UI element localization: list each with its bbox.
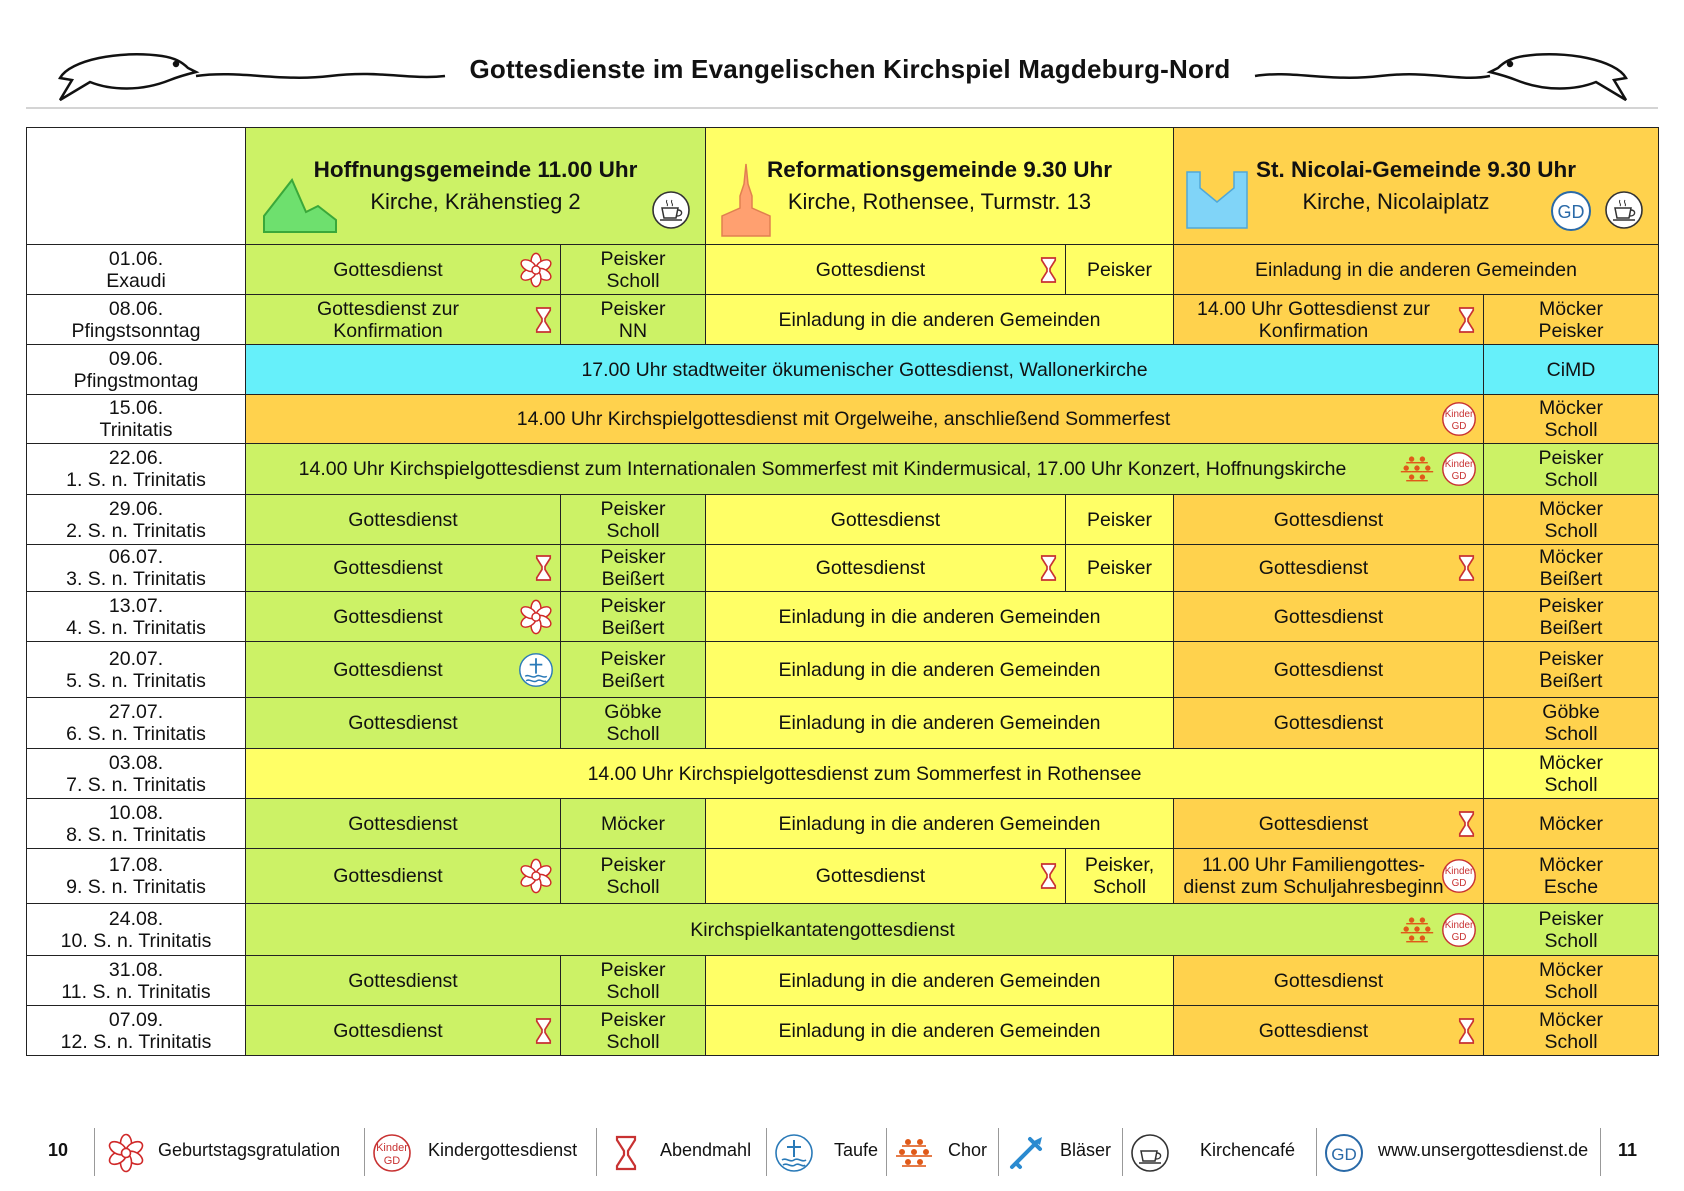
date-date: 10.08. xyxy=(108,801,164,824)
hoffnung-pastor-cell xyxy=(561,495,706,545)
svg-text:GD: GD xyxy=(1451,877,1467,889)
page-header xyxy=(0,0,1684,120)
legend-website[interactable]: www.unsergottesdienst.de xyxy=(1378,1140,1589,1160)
cell-line: Konfirmation xyxy=(1258,319,1369,342)
nicolai-service-cell xyxy=(1174,1006,1484,1056)
cell-text: Gottesdienst xyxy=(348,812,458,835)
cell-line: Peisker xyxy=(600,546,666,568)
cell-text: Einladung in die anderen Gemeinden xyxy=(778,812,1101,835)
cell-line: Gottesdienst zur xyxy=(317,297,459,320)
cell-line: Peisker xyxy=(600,297,666,320)
choir-icon xyxy=(1399,912,1435,948)
cell-line: Peisker xyxy=(1086,508,1153,531)
chalice-icon xyxy=(1456,1016,1477,1046)
page-number-right: 11 xyxy=(1618,1140,1638,1160)
reformation-service-cell xyxy=(706,799,1174,849)
cell-line: Peisker xyxy=(1538,907,1604,930)
cell-line: Peisker xyxy=(600,647,666,670)
date-cell xyxy=(27,956,246,1006)
date-cell xyxy=(27,545,246,592)
cell-line: Scholl xyxy=(1544,773,1598,796)
cell-line: Scholl xyxy=(1544,980,1598,1003)
nicolai-service-cell xyxy=(1174,956,1484,1006)
church-name: St. Nicolai-Gemeinde 9.30 Uhr xyxy=(1255,157,1577,182)
reformation-service-cell xyxy=(706,849,1066,904)
legend-birthday: Geburtstagsgratulation xyxy=(158,1140,341,1160)
nicolai-pastor-cell xyxy=(1484,1006,1659,1056)
hoffnung-pastor-cell xyxy=(561,849,706,904)
reformation-church-icon xyxy=(718,162,774,238)
cell-line: dienst zum Schuljahresbeginn xyxy=(1183,876,1444,898)
cell-line: CiMD xyxy=(1546,358,1596,381)
legend-communion: Abendmahl xyxy=(660,1140,752,1160)
cell-text: Einladung in die anderen Gemeinden xyxy=(778,969,1101,992)
chalice-icon xyxy=(1038,861,1059,891)
chalice-icon xyxy=(1456,809,1477,839)
kids-service-icon xyxy=(1441,451,1477,487)
date-day: 10. S. n. Trinitatis xyxy=(60,929,212,952)
svg-text:GD: GD xyxy=(1451,931,1467,943)
svg-text:Kinder: Kinder xyxy=(376,1142,408,1154)
cell-text: Gottesdienst xyxy=(348,712,458,734)
cell-line: Möcker xyxy=(1539,812,1603,835)
cell-line: Peisker xyxy=(600,247,666,270)
hoffnung-pastor-cell xyxy=(561,1006,706,1056)
cell-text: Gottesdienst xyxy=(1273,508,1384,531)
cell-text: Einladung in die anderen Gemeinden xyxy=(778,605,1101,628)
cell-text: Einladung in die anderen Gemeinden xyxy=(778,712,1101,734)
date-cell xyxy=(27,444,246,495)
reformation-service-cell xyxy=(706,956,1174,1006)
nicolai-service-cell xyxy=(1174,799,1484,849)
joint-service-cell xyxy=(246,749,1484,799)
date-date: 17.08. xyxy=(108,854,164,876)
schedule-row xyxy=(27,495,1659,545)
coffee-cup-icon xyxy=(1604,190,1644,230)
date-day: 7. S. n. Trinitatis xyxy=(66,773,206,796)
date-cell xyxy=(27,749,246,799)
cell-text: 17.00 Uhr stadtweiter ökumenischer Gottesdienst, Wallonerkirche xyxy=(581,358,1148,381)
hoffnung-service-cell xyxy=(246,592,561,642)
cell-line: NN xyxy=(618,319,648,342)
hoffnung-service-cell xyxy=(246,956,561,1006)
schedule-row xyxy=(27,245,1659,295)
flower-icon xyxy=(518,252,554,288)
nicolai-service-cell xyxy=(1174,295,1484,345)
cell-text: Gottesdienst xyxy=(815,258,926,281)
cell-text: Einladung in die anderen Gemeinden xyxy=(1255,258,1577,281)
nicolai-service-cell xyxy=(1174,545,1484,592)
chalice-icon xyxy=(533,305,554,335)
cell-text: Gottesdienst xyxy=(815,865,926,887)
page-title: Gottesdienste im Evangelischen Kirchspiel Magdeburg-Nord xyxy=(469,54,1231,84)
reformation-pastor-cell xyxy=(1066,245,1174,295)
schedule-row xyxy=(27,395,1659,444)
church-name: Reformationsgemeinde 9.30 Uhr xyxy=(766,157,1113,182)
nicolai-service-cell xyxy=(1174,642,1484,698)
cell-line: Beißert xyxy=(1539,568,1603,590)
cell-line: Scholl xyxy=(606,876,660,898)
church-name: Hoffnungsgemeinde 11.00 Uhr xyxy=(313,157,638,182)
date-date: 07.09. xyxy=(108,1008,164,1031)
date-day: 11. S. n. Trinitatis xyxy=(61,980,211,1003)
date-date: 22.06. xyxy=(108,447,164,469)
cell-line: Peisker xyxy=(1086,258,1153,281)
cell-line: Göbke xyxy=(1542,701,1600,723)
date-day: 2. S. n. Trinitatis xyxy=(66,519,206,542)
flower-icon xyxy=(518,599,554,635)
svg-text:GD: GD xyxy=(1557,202,1585,222)
cell-line: Möcker xyxy=(1539,497,1603,520)
cell-line: Peisker, xyxy=(1084,854,1155,876)
kids-service-icon xyxy=(1441,912,1477,948)
nicolai-pastor-cell xyxy=(1484,592,1659,642)
nicolai-service-cell xyxy=(1174,698,1484,749)
cell-line: Beißert xyxy=(601,616,665,639)
hoffnung-service-cell xyxy=(246,799,561,849)
service-schedule-table xyxy=(26,127,1659,1056)
date-cell xyxy=(27,592,246,642)
cell-line: Konfirmation xyxy=(333,319,443,342)
cell-line: Peisker xyxy=(1538,594,1604,617)
joint-pastor-cell xyxy=(1484,904,1659,956)
cell-line: Möcker xyxy=(1539,751,1603,774)
hoffnung-church-icon xyxy=(260,176,340,236)
date-cell xyxy=(27,395,246,444)
schedule-row xyxy=(27,849,1659,904)
chalice-icon xyxy=(533,1016,554,1046)
date-cell xyxy=(27,295,246,345)
date-day: 1. S. n. Trinitatis xyxy=(66,469,206,491)
cell-text: Gottesdienst xyxy=(1273,712,1384,734)
church-header-reformation xyxy=(706,128,1174,245)
cell-text: Gottesdienst xyxy=(348,508,458,531)
hoffnung-pastor-cell xyxy=(561,592,706,642)
cell-text: Gottesdienst xyxy=(333,658,443,681)
nicolai-service-cell xyxy=(1174,849,1484,904)
cell-line: Scholl xyxy=(606,519,660,542)
date-date: 08.06. xyxy=(108,297,164,320)
cell-line: Möcker xyxy=(1539,397,1603,419)
corner-cell xyxy=(27,128,246,245)
reformation-service-cell xyxy=(706,1006,1174,1056)
svg-text:Kinder: Kinder xyxy=(1444,409,1474,421)
cell-text: 14.00 Uhr Kirchspielgottesdienst zum Sommerfest in Rothensee xyxy=(587,762,1142,785)
nicolai-pastor-cell xyxy=(1484,849,1659,904)
hoffnung-service-cell xyxy=(246,495,561,545)
schedule-row xyxy=(27,642,1659,698)
date-day: Pfingstmontag xyxy=(73,369,199,392)
baptism-icon xyxy=(774,1133,814,1178)
cell-text: Einladung in die anderen Gemeinden xyxy=(778,658,1101,681)
nicolai-pastor-cell xyxy=(1484,642,1659,698)
cell-text: Gottesdienst xyxy=(1258,812,1369,835)
date-day: 9. S. n. Trinitatis xyxy=(66,876,206,898)
flower-icon xyxy=(518,858,554,894)
cell-text: Einladung in die anderen Gemeinden xyxy=(778,308,1101,331)
svg-text:Kinder: Kinder xyxy=(1444,459,1474,471)
cell-line: Scholl xyxy=(606,980,660,1003)
cell-line: Beißert xyxy=(1539,669,1603,692)
date-cell xyxy=(27,698,246,749)
svg-text:Kinder: Kinder xyxy=(1444,919,1474,931)
chalice-icon xyxy=(1038,255,1059,285)
joint-pastor-cell xyxy=(1484,749,1659,799)
baptism-icon xyxy=(518,652,554,688)
church-header-hoffnung xyxy=(246,128,706,245)
reformation-service-cell xyxy=(706,545,1066,592)
cell-text: Gottesdienst xyxy=(333,865,443,887)
schedule-row xyxy=(27,545,1659,592)
date-date: 03.08. xyxy=(108,751,164,774)
trumpet-icon xyxy=(1006,1133,1046,1178)
cell-line: Peisker xyxy=(600,958,666,981)
hoffnung-service-cell xyxy=(246,245,561,295)
kids-service-icon xyxy=(372,1133,412,1178)
nicolai-pastor-cell xyxy=(1484,295,1659,345)
cell-text: Gottesdienst xyxy=(333,1019,443,1042)
cell-line: 14.00 Uhr Gottesdienst zur xyxy=(1196,297,1431,320)
date-cell xyxy=(27,345,246,395)
cell-line: Beißert xyxy=(601,568,665,590)
legend-brass: Bläser xyxy=(1060,1140,1112,1160)
hoffnung-pastor-cell xyxy=(561,295,706,345)
date-day: 3. S. n. Trinitatis xyxy=(66,568,206,590)
cell-line: Beißert xyxy=(601,669,665,692)
schedule-row xyxy=(27,592,1659,642)
date-date: 15.06. xyxy=(108,397,164,419)
cell-line: Esche xyxy=(1543,876,1599,898)
kids-service-icon xyxy=(1441,858,1477,894)
schedule-row xyxy=(27,295,1659,345)
reformation-service-cell xyxy=(706,295,1174,345)
cell-line: Göbke xyxy=(604,701,662,723)
cell-text: 14.00 Uhr Kirchspielgottesdienst zum Internationalen Sommerfest mit Kindermusical, 17.00 Uhr Konzert, Hoffnungskirche xyxy=(298,458,1347,480)
svg-text:GD: GD xyxy=(1451,420,1467,432)
cell-line: 11.00 Uhr Familiengottes- xyxy=(1202,854,1425,876)
cell-line: Scholl xyxy=(606,723,660,745)
cell-text: Gottesdienst xyxy=(1273,605,1384,628)
chalice-icon xyxy=(1456,553,1477,583)
reformation-service-cell xyxy=(706,592,1174,642)
schedule-row xyxy=(27,444,1659,495)
cell-text: Gottesdienst xyxy=(1258,1019,1369,1042)
cell-line: Scholl xyxy=(1544,469,1598,491)
legend-choir: Chor xyxy=(948,1140,988,1160)
reformation-service-cell xyxy=(706,642,1174,698)
nicolai-pastor-cell xyxy=(1484,698,1659,749)
hoffnung-pastor-cell xyxy=(561,956,706,1006)
cell-line: Peisker xyxy=(600,497,666,520)
cell-line: Möcker xyxy=(1539,546,1603,568)
hoffnung-service-cell xyxy=(246,642,561,698)
choir-icon xyxy=(894,1133,934,1178)
cell-text: 14.00 Uhr Kirchspielgottesdienst mit Orgelweihe, anschließend Sommerfest xyxy=(516,408,1171,430)
joint-service-cell xyxy=(246,345,1484,395)
nicolai-pastor-cell xyxy=(1484,956,1659,1006)
date-date: 24.08. xyxy=(108,907,164,930)
nicolai-pastor-cell xyxy=(1484,545,1659,592)
cell-line: Scholl xyxy=(1544,929,1598,952)
date-day: 4. S. n. Trinitatis xyxy=(66,616,206,639)
date-day: Trinitatis xyxy=(99,419,173,441)
legend-cafe: Kirchencafé xyxy=(1200,1140,1296,1160)
joint-pastor-cell xyxy=(1484,395,1659,444)
cell-line: Scholl xyxy=(606,1030,660,1053)
cell-line: Peisker xyxy=(1538,447,1604,469)
hoffnung-service-cell xyxy=(246,1006,561,1056)
cell-line: Möcker xyxy=(1539,297,1603,320)
cell-line: Möcker xyxy=(601,812,665,835)
date-cell xyxy=(27,495,246,545)
date-date: 31.08. xyxy=(108,958,164,981)
date-day: Exaudi xyxy=(106,269,166,292)
cell-line: Scholl xyxy=(1544,723,1598,745)
hoffnung-service-cell xyxy=(246,849,561,904)
cell-line: Peisker xyxy=(600,594,666,617)
date-date: 27.07. xyxy=(108,701,164,723)
schedule-row xyxy=(27,1006,1659,1056)
hoffnung-pastor-cell xyxy=(561,642,706,698)
date-cell xyxy=(27,904,246,956)
reformation-service-cell xyxy=(706,698,1174,749)
hoffnung-service-cell xyxy=(246,545,561,592)
chalice-icon xyxy=(533,553,554,583)
cell-text: Einladung in die anderen Gemeinden xyxy=(778,1019,1101,1042)
cell-line: Scholl xyxy=(1544,519,1598,542)
cell-line: Peisker xyxy=(600,854,666,876)
legend-kids: Kindergottesdienst xyxy=(428,1140,578,1160)
cell-text: Gottesdienst xyxy=(348,969,458,992)
nicolai-service-cell xyxy=(1174,245,1659,295)
date-date: 20.07. xyxy=(108,647,164,670)
chalice-icon xyxy=(1038,553,1059,583)
cell-text: Kirchspielkantatengottesdienst xyxy=(690,918,955,941)
hoffnung-pastor-cell xyxy=(561,799,706,849)
church-address: Kirche, Rothensee, Turmstr. 13 xyxy=(787,189,1092,214)
cell-text: Gottesdienst xyxy=(1258,557,1369,579)
schedule-row xyxy=(27,956,1659,1006)
choir-icon xyxy=(1399,451,1435,487)
kids-service-icon xyxy=(1441,401,1477,437)
page-number-left: 10 xyxy=(48,1140,69,1160)
date-day: 6. S. n. Trinitatis xyxy=(66,723,206,745)
reformation-service-cell xyxy=(706,245,1066,295)
joint-service-cell xyxy=(246,904,1484,956)
date-cell xyxy=(27,642,246,698)
nicolai-pastor-cell xyxy=(1484,799,1659,849)
joint-service-cell xyxy=(246,395,1484,444)
date-date: 01.06. xyxy=(108,247,164,270)
date-cell xyxy=(27,1006,246,1056)
date-cell xyxy=(27,245,246,295)
legend-bar xyxy=(26,1126,1658,1182)
flower-icon xyxy=(106,1133,146,1178)
cell-text: Gottesdienst xyxy=(1273,658,1384,681)
chalice-icon xyxy=(612,1133,640,1178)
cell-line: Möcker xyxy=(1539,958,1603,981)
nicolai-pastor-cell xyxy=(1484,495,1659,545)
svg-text:GD: GD xyxy=(1451,470,1467,482)
nicolai-service-cell xyxy=(1174,495,1484,545)
gd-website-icon xyxy=(1550,190,1592,232)
date-day: 5. S. n. Trinitatis xyxy=(66,669,206,692)
date-day: Pfingstsonntag xyxy=(71,319,201,342)
schedule-row xyxy=(27,904,1659,956)
cell-line: Beißert xyxy=(1539,616,1603,639)
schedule-row xyxy=(27,698,1659,749)
cell-line: Peisker xyxy=(1538,319,1604,342)
cell-text: Gottesdienst xyxy=(333,605,443,628)
date-date: 29.06. xyxy=(108,497,164,520)
church-address: Kirche, Krähenstieg 2 xyxy=(370,189,581,214)
cell-line: Scholl xyxy=(606,269,660,292)
schedule-row xyxy=(27,749,1659,799)
gd-website-icon xyxy=(1324,1133,1364,1178)
nicolai-church-icon xyxy=(1184,168,1250,230)
reformation-pastor-cell xyxy=(1066,545,1174,592)
cell-line: Peisker xyxy=(1086,557,1153,579)
schedule-row xyxy=(27,345,1659,395)
cell-text: Gottesdienst xyxy=(815,557,926,579)
date-date: 06.07. xyxy=(108,546,164,568)
cell-text: Gottesdienst xyxy=(830,508,941,531)
cell-line: Möcker xyxy=(1539,854,1603,876)
legend-baptism: Taufe xyxy=(834,1140,879,1160)
svg-text:Kinder: Kinder xyxy=(1444,866,1474,878)
cell-line: Peisker xyxy=(600,1008,666,1031)
hoffnung-service-cell xyxy=(246,295,561,345)
cell-line: Möcker xyxy=(1539,1008,1603,1031)
date-day: 8. S. n. Trinitatis xyxy=(66,823,206,846)
coffee-cup-icon xyxy=(1130,1133,1170,1178)
joint-pastor-cell xyxy=(1484,444,1659,495)
joint-service-cell xyxy=(246,444,1484,495)
cell-line: Scholl xyxy=(1544,419,1598,441)
church-address: Kirche, Nicolaiplatz xyxy=(1302,189,1490,214)
nicolai-service-cell xyxy=(1174,592,1484,642)
coffee-cup-icon xyxy=(651,190,691,230)
hoffnung-service-cell xyxy=(246,698,561,749)
date-cell xyxy=(27,849,246,904)
header-row xyxy=(27,128,1659,245)
reformation-pastor-cell xyxy=(1066,495,1174,545)
cell-line: Scholl xyxy=(1092,876,1147,898)
date-date: 13.07. xyxy=(108,594,164,617)
joint-pastor-cell xyxy=(1484,345,1659,395)
chalice-icon xyxy=(1456,305,1477,335)
church-header-nicolai xyxy=(1174,128,1659,245)
date-day: 12. S. n. Trinitatis xyxy=(60,1030,212,1053)
hoffnung-pastor-cell xyxy=(561,545,706,592)
schedule-row xyxy=(27,799,1659,849)
svg-text:GD: GD xyxy=(1331,1145,1357,1164)
cell-text: Gottesdienst xyxy=(333,258,443,281)
cell-text: Gottesdienst xyxy=(1273,969,1384,992)
reformation-service-cell xyxy=(706,495,1066,545)
hoffnung-pastor-cell xyxy=(561,245,706,295)
reformation-pastor-cell xyxy=(1066,849,1174,904)
date-cell xyxy=(27,799,246,849)
date-date: 09.06. xyxy=(108,347,164,370)
hoffnung-pastor-cell xyxy=(561,698,706,749)
cell-line: Scholl xyxy=(1544,1030,1598,1053)
svg-text:GD: GD xyxy=(383,1155,401,1167)
cell-line: Peisker xyxy=(1538,647,1604,670)
cell-text: Gottesdienst xyxy=(333,557,443,579)
